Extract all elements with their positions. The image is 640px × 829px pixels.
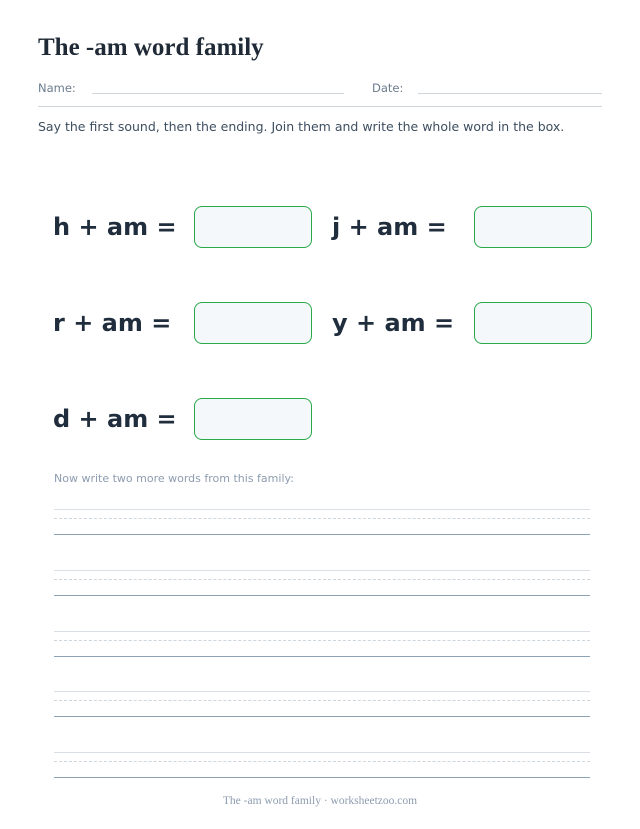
equation: r + am = xyxy=(53,309,172,337)
date-field[interactable] xyxy=(418,93,602,94)
instructions: Say the first sound, then the ending. Join them and write the whole word in the box. xyxy=(38,119,565,134)
writing-line[interactable] xyxy=(54,509,590,535)
answer-box[interactable] xyxy=(474,206,592,248)
page-title: The -am word family xyxy=(38,34,264,61)
name-field[interactable] xyxy=(92,93,344,94)
baseline-guide xyxy=(54,716,590,717)
baseline-guide xyxy=(54,595,590,596)
baseline-guide xyxy=(54,656,590,657)
baseline-guide xyxy=(54,777,590,778)
name-date-row xyxy=(38,80,602,107)
answer-box[interactable] xyxy=(194,302,312,344)
answer-box[interactable] xyxy=(194,206,312,248)
date-label: Date: xyxy=(372,81,404,95)
writing-line[interactable] xyxy=(54,570,590,596)
top-guide xyxy=(54,570,590,571)
name-label: Name: xyxy=(38,81,76,95)
midline-guide xyxy=(54,640,590,641)
top-guide xyxy=(54,509,590,510)
equation: y + am = xyxy=(332,309,455,337)
baseline-guide xyxy=(54,534,590,535)
midline-guide xyxy=(54,761,590,762)
top-guide xyxy=(54,752,590,753)
midline-guide xyxy=(54,518,590,519)
top-guide xyxy=(54,631,590,632)
midline-guide xyxy=(54,579,590,580)
answer-box[interactable] xyxy=(194,398,312,440)
writing-line[interactable] xyxy=(54,691,590,717)
answer-box[interactable] xyxy=(474,302,592,344)
writing-line[interactable] xyxy=(54,752,590,778)
top-guide xyxy=(54,691,590,692)
midline-guide xyxy=(54,700,590,701)
equation: h + am = xyxy=(53,213,177,241)
equation: d + am = xyxy=(53,405,177,433)
writing-prompt: Now write two more words from this family: xyxy=(54,472,294,485)
equation: j + am = xyxy=(332,213,447,241)
writing-line[interactable] xyxy=(54,631,590,657)
footer-credit: The -am word family · worksheetzoo.com xyxy=(222,795,418,807)
